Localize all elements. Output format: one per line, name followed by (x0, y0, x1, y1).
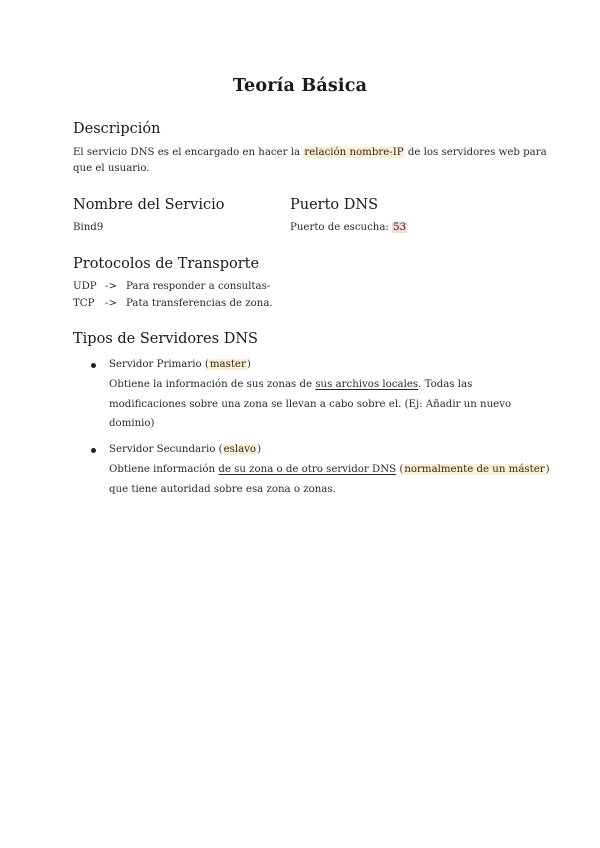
primario-l1-underlined: sus archivos locales (315, 379, 419, 390)
puerto-value: 53 (393, 222, 407, 233)
primario-name: Servidor Primario (109, 359, 202, 370)
descripcion-line-1 (73, 145, 547, 161)
secundario-l1-highlight: normalmente de un máster (404, 464, 545, 475)
protocolo-name: UDP (73, 281, 97, 292)
secundario-name: Servidor Secundario (109, 444, 216, 455)
page-title: Teoría Básica (232, 76, 368, 96)
protocolo-tcp (73, 296, 273, 312)
descripcion-text-pre: El servicio DNS es el encargado en hacer la (73, 147, 301, 158)
secundario-l1-underlined: de su zona o de otro servidor DNS (218, 464, 397, 475)
puerto-line (290, 220, 407, 236)
secundario-line-1: Obtiene información de su zona o de otro servidor DNS (normalmente de un máster) (109, 464, 550, 475)
secundario-line-2: que tiene autoridad sobre esa zona o zonas. (109, 484, 336, 495)
primario-title: Servidor Primario (master) (109, 359, 251, 370)
servicio-heading: Nombre del Servicio (73, 197, 225, 213)
descripcion-text-post: de los servidores web para (407, 147, 547, 158)
protocolo-desc: Para responder a consultas- (126, 281, 271, 292)
primario-tag: master (209, 359, 246, 370)
protocolo-name: TCP (73, 298, 95, 309)
puerto-heading: Puerto DNS (290, 197, 379, 213)
bullet-icon (91, 448, 96, 453)
primario-line-1 (109, 377, 472, 393)
puerto-label: Puerto de escucha: (290, 222, 389, 233)
primario-l1-post: . Todas las (418, 379, 473, 390)
secundario-tag: eslavo (223, 444, 257, 455)
servicio-value: Bind9 (73, 222, 104, 233)
protocolo-arrow: -> (105, 281, 117, 292)
primario-line-2: modificaciones sobre una zona se llevan a cabo sobre el. (Ej: Añadir un nuevo (109, 399, 512, 410)
protocolos-heading: Protocolos de Transporte (73, 256, 260, 272)
protocolo-arrow: -> (105, 298, 117, 309)
protocolo-udp (73, 279, 270, 295)
primario-line-3: dominio) (109, 418, 155, 429)
protocolo-desc: Pata transferencias de zona. (126, 298, 273, 309)
secundario-l1-pre: Obtiene información (109, 464, 216, 475)
descripcion-heading: Descripción (73, 121, 161, 137)
primario-l1-pre: Obtiene la información de sus zonas de (109, 379, 313, 390)
secundario-title: Servidor Secundario (eslavo) (109, 444, 262, 455)
descripcion-line-2: que el usuario. (73, 163, 150, 174)
highlight-relacion-nombre-ip: relación nombre-IP (304, 147, 404, 158)
tipos-heading: Tipos de Servidores DNS (73, 331, 258, 347)
bullet-icon (91, 363, 96, 368)
